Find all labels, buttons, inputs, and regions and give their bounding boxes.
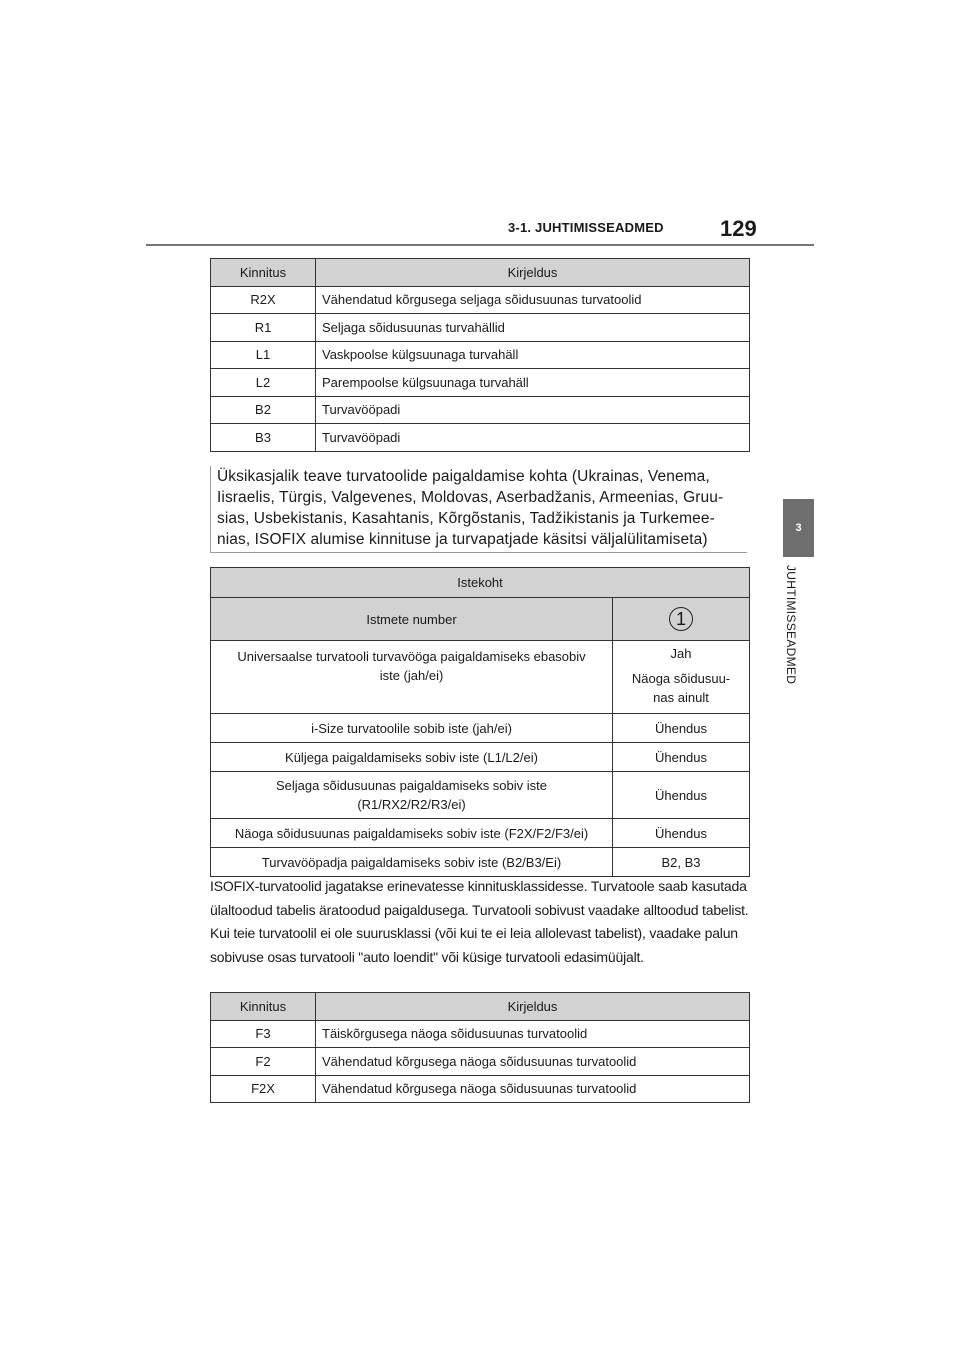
section-heading-line: sias, Usbekistanis, Kasahtanis, Kõrgõstanis, Tadžikistanis ja Turkemee-	[217, 510, 715, 527]
cell-value	[613, 743, 750, 772]
table-row	[211, 1048, 750, 1076]
cell-label-line: Küljega paigaldamiseks sobiv iste (L1/L2/ei)	[285, 749, 538, 765]
cell-value	[613, 819, 750, 848]
cell-description: Vähendatud kõrgusega seljaga sõidusuunas turvatoolid	[316, 286, 750, 314]
cell-description: Vähendatud kõrgusega näoga sõidusuunas turvatoolid	[316, 1048, 750, 1076]
cell-value	[613, 714, 750, 743]
header-divider	[146, 244, 814, 246]
cell-value-line: Ühendus	[654, 749, 708, 765]
table-row	[211, 743, 750, 772]
cell-label-line: Turvavööpadja paigaldamiseks sobiv iste (B2/B3/Ei)	[261, 854, 562, 870]
cell-code: R2X	[211, 286, 316, 314]
cell-description: Vähendatud kõrgusega näoga sõidusuunas turvatoolid	[316, 1075, 750, 1103]
table-row	[211, 369, 750, 397]
cell-description: Turvavööpadi	[316, 396, 750, 424]
column-header-code: Kinnitus	[211, 259, 316, 287]
cell-value-line: Ühendus	[654, 787, 708, 803]
cell-value-line: nas ainult	[653, 690, 709, 705]
body-text	[210, 875, 755, 969]
table-header-row	[211, 259, 750, 287]
paragraph: Kui teie turvatoolil ei ole suurusklassi (või kui te ei leia allolevast tabelist), vaadake palun sobivuse osas turvatooli "auto loendit" või küsige turvatooli edasimüüjalt.	[210, 925, 738, 965]
table-row	[211, 1020, 750, 1048]
table-row	[211, 1075, 750, 1103]
cell-label	[211, 819, 613, 848]
section-title: 3-1. JUHTIMISSEADMED	[508, 220, 664, 235]
seat-table-header: Istekoht	[211, 568, 750, 598]
section-heading	[210, 466, 747, 553]
cell-code: F3	[211, 1020, 316, 1048]
cell-label-line: i-Size turvatoolile sobib iste (jah/ei)	[311, 720, 512, 736]
paragraph: ISOFIX-turvatoolid jagatakse erinevatesse kinnitusklassidesse. Turvatoole saab kasutada ülaltoodud tabelis äratoodud paigaldusega. Turvatooli sobivust vaadake alltoodud tabelist.	[210, 878, 749, 918]
seat-number-label: Istmete number	[211, 598, 613, 641]
cell-label-line: Seljaga sõidusuunas paigaldamiseks sobiv iste	[276, 778, 547, 793]
column-header-description: Kirjeldus	[316, 259, 750, 287]
cell-value-line: Näoga sõidusuu-	[631, 671, 731, 686]
cell-label-line: iste (jah/ei)	[379, 668, 444, 683]
table-row	[211, 819, 750, 848]
table-row	[211, 396, 750, 424]
cell-label	[211, 743, 613, 772]
cell-label	[211, 848, 613, 877]
seat-table-header-row	[211, 568, 750, 598]
cell-code: F2X	[211, 1075, 316, 1103]
seat-table-subheader-row	[211, 598, 750, 641]
table-row	[211, 314, 750, 342]
cell-description: Turvavööpadi	[316, 424, 750, 452]
chapter-title: JUHTIMISSEADMED	[784, 565, 798, 685]
cell-value-line: Ühendus	[654, 720, 708, 736]
column-header-code: Kinnitus	[211, 993, 316, 1021]
cell-description: Vaskpoolse külgsuunaga turvahäll	[316, 341, 750, 369]
cell-label-line: Universaalse turvatooli turvavööga paigaldamiseks ebasobiv	[237, 649, 586, 664]
table-row	[211, 286, 750, 314]
attachment-table-top	[210, 258, 750, 452]
table-row	[211, 424, 750, 452]
cell-label	[211, 714, 613, 743]
cell-code: F2	[211, 1048, 316, 1076]
seat-number-circle: 1	[669, 607, 693, 631]
table-row	[211, 772, 750, 819]
cell-label-line: Näoga sõidusuunas paigaldamiseks sobiv iste (F2X/F2/F3/ei)	[234, 825, 589, 841]
column-header-description: Kirjeldus	[316, 993, 750, 1021]
table-row	[211, 341, 750, 369]
cell-code: L2	[211, 369, 316, 397]
cell-description: Täiskõrgusega näoga sõidusuunas turvatoolid	[316, 1020, 750, 1048]
page-number: 129	[720, 216, 757, 241]
seat-number-cell	[613, 598, 750, 641]
cell-label-line: (R1/RX2/R2/R3/ei)	[357, 797, 466, 812]
attachment-table-bottom	[210, 992, 750, 1103]
table-header-row	[211, 993, 750, 1021]
cell-code: L1	[211, 341, 316, 369]
section-heading-line: Üksikasjalik teave turvatoolide paigaldamise kohta (Ukrainas, Venema,	[217, 468, 710, 485]
cell-label	[211, 772, 613, 819]
table-row	[211, 714, 750, 743]
cell-code: B2	[211, 396, 316, 424]
cell-code: B3	[211, 424, 316, 452]
chapter-number: 3	[795, 522, 802, 534]
cell-code: R1	[211, 314, 316, 342]
cell-value-line: B2, B3	[661, 854, 701, 870]
section-heading-line: Iisraelis, Türgis, Valgevenes, Moldovas, Aserbadžanis, Armeenias, Gruu-	[217, 489, 724, 506]
cell-description: Seljaga sõidusuunas turvahällid	[316, 314, 750, 342]
cell-label	[211, 641, 613, 714]
cell-value-line: Jah	[670, 646, 692, 661]
table-row	[211, 641, 750, 714]
cell-value	[613, 772, 750, 819]
cell-value	[613, 848, 750, 877]
cell-value-line: Ühendus	[654, 825, 708, 841]
seat-suitability-table	[210, 567, 750, 877]
cell-description: Parempoolse külgsuunaga turvahäll	[316, 369, 750, 397]
section-heading-line: nias, ISOFIX alumise kinnituse ja turvapatjade käsitsi väljalülitamiseta)	[217, 531, 708, 548]
cell-value	[613, 641, 750, 714]
chapter-tab[interactable]	[783, 499, 814, 557]
table-row	[211, 848, 750, 877]
